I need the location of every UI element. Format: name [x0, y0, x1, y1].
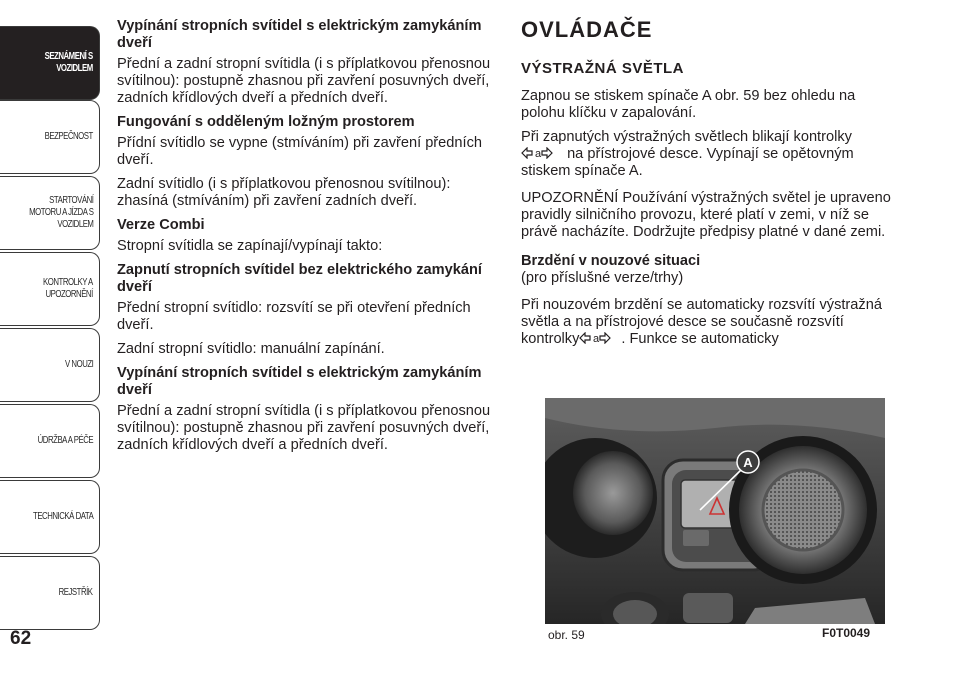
- tab-seznameni-s-vozidlem[interactable]: SEZNÁMENÍ S VOZIDLEM: [0, 26, 100, 100]
- turn-signal-indicator-icon: [579, 332, 621, 344]
- paragraph: Stropní svítidla se zapínají/vypínají takto:: [117, 238, 383, 254]
- paragraph: Přední stropní svítidlo: rozsvítí se při otevření předních dveří.: [117, 300, 471, 333]
- turn-signal-indicator-icon: [521, 147, 563, 159]
- figure-code: F0T0049: [822, 626, 871, 640]
- tab-rejstrik[interactable]: REJSTŘÍK: [0, 556, 100, 630]
- left-air-vent: [573, 451, 653, 535]
- page-number: 62: [10, 628, 32, 649]
- paragraph: Zadní svítidlo (i s příplatkovou přenosnou svítilnou): zhasíná (stmíváním) při zavření zadních dveří.: [117, 176, 451, 209]
- right-air-vent: [763, 470, 843, 550]
- paragraph: Přídní svítidlo se vypne (stmíváním) při zavření předních dveří.: [117, 135, 482, 168]
- paragraph: Zadní stropní svítidlo: manuální zapínání.: [117, 341, 385, 357]
- section-heading: Vypínání stropních svítidel s elektrickým zamykáním dveří: [117, 18, 482, 51]
- tab-bezpecnost[interactable]: BEZPEČNOST: [0, 100, 100, 174]
- tab-udrzba[interactable]: ÚDRŽBA A PÉČE: [0, 404, 100, 478]
- section-heading: Verze Combi: [117, 217, 205, 233]
- glyph-letter: a: [593, 333, 600, 344]
- tab-technicka-data[interactable]: TECHNICKÁ DATA: [0, 480, 100, 554]
- right-column: [521, 18, 901, 355]
- paragraph: Přední a zadní stropní svítidla (i s příplatkovou přenosnou svítilnou): postupně zhasnou při zavření posuvných dveří, zadních křídlových dveří a předních dveří.: [117, 56, 491, 106]
- dashboard-photo: [545, 398, 885, 624]
- section-heading: Brzdění v nouzové situaci: [521, 253, 701, 269]
- tab-v-nouzi[interactable]: V NOUZI: [0, 328, 100, 402]
- paragraph: Při zapnutých výstražných světlech blikají kontrolky a na přístrojové desce. Vypínají se opětovným stiskem spínače A.: [521, 129, 854, 179]
- chapter-sidebar: [0, 0, 104, 678]
- chapter-heading: OVLÁDAČE: [521, 17, 653, 42]
- section-heading: VÝSTRAŽNÁ SVĚTLA: [521, 60, 685, 77]
- glyph-letter: a: [535, 148, 542, 159]
- callout-a-label: A: [743, 455, 753, 470]
- left-column: [117, 18, 499, 461]
- tab-startovani[interactable]: STARTOVÁNÍ MOTORU A JÍZDA S VOZIDLEM: [0, 176, 100, 250]
- paragraph: Při nouzovém brzdění se automaticky rozsvítí výstražná světla a na přístrojové desce se současně rozsvítí kontrolky a . Funkce se automaticky: [521, 297, 882, 347]
- section-heading: Vypínání stropních svítidel s elektrickým zamykáním dveří: [117, 365, 482, 398]
- paragraph: Přední a zadní stropní svítidla (i s příplatkovou přenosnou svítilnou): postupně zhasnou při zavření posuvných dveří, zadních křídlových dveří a předních dveří.: [117, 403, 491, 453]
- warning-paragraph: UPOZORNĚNÍ Používání výstražných světel je upraveno pravidly silničního provozu, které platí v zemi, v níž se právě nacházíte. Dodržujte předpisy platné v dané zemi.: [521, 190, 891, 240]
- section-heading: Fungování s odděleným ložným prostorem: [117, 114, 415, 130]
- dashboard-illustration: [545, 398, 885, 624]
- paragraph: Zapnou se stiskem spínače A obr. 59 bez ohledu na polohu klíčku v zapalování.: [521, 88, 856, 121]
- tab-kontrolky[interactable]: KONTROLKY A UPOZORNĚNÍ: [0, 252, 100, 326]
- paragraph: (pro příslušné verze/trhy): [521, 270, 684, 286]
- figure-caption: obr. 59: [548, 628, 585, 642]
- section-heading: Zapnutí stropních svítidel bez elektrického zamykání dveří: [117, 262, 482, 295]
